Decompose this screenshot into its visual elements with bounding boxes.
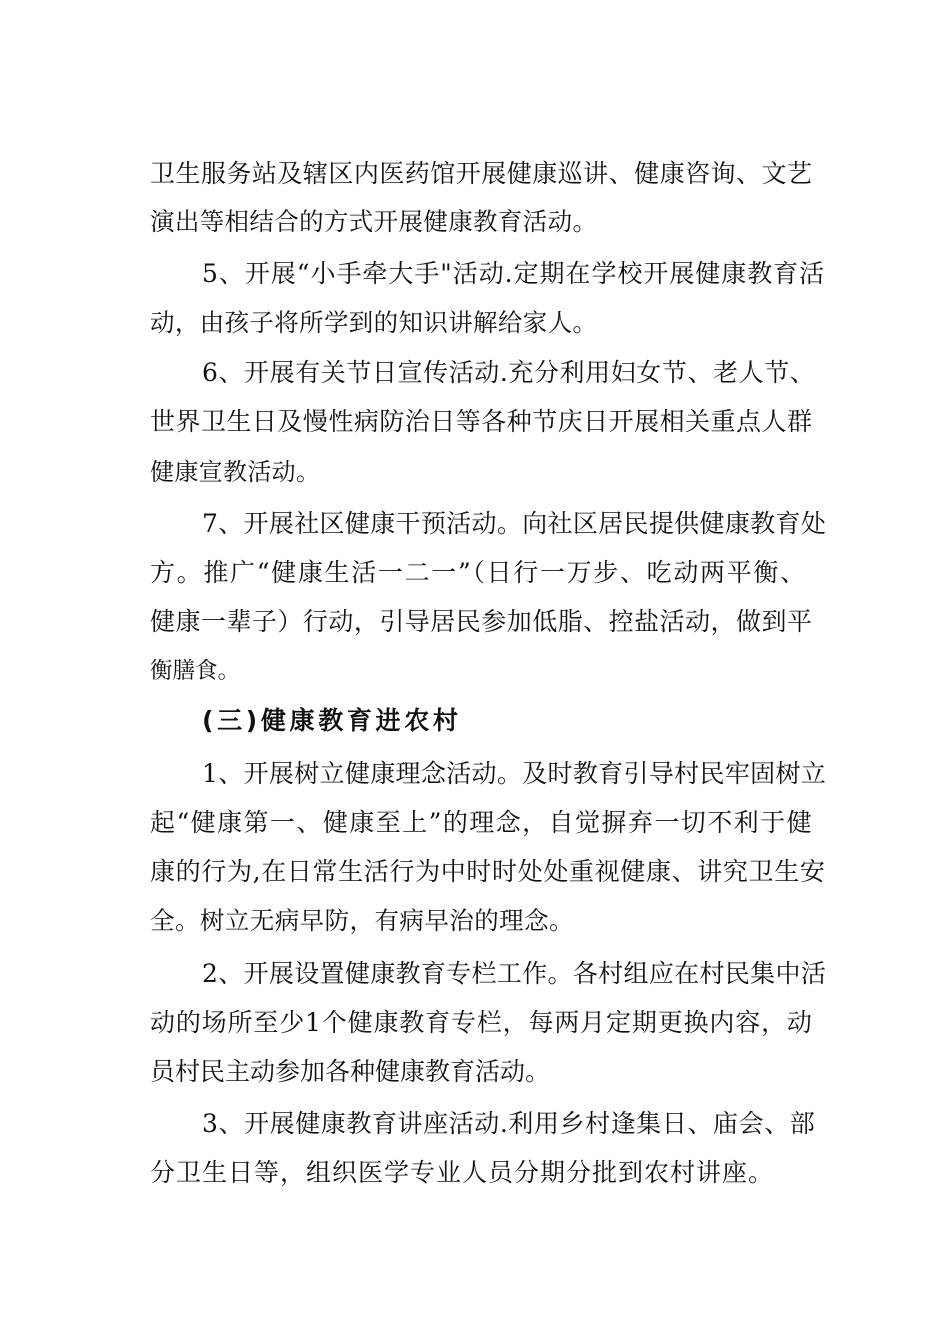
text-line: 衡膳食。	[150, 658, 241, 684]
text-line: 7、开展社区健康干预活动。向社区居民提供健康教育处	[202, 509, 827, 538]
text-line: 全。树立无病早防，有病早治的理念。	[150, 906, 574, 935]
text-line: 3、开展健康教育讲座活动.利用乡村逢集日、庙会、部	[202, 1109, 816, 1138]
text-line: 动的场所至少1个健康教育专栏，每两月定期更换内容，动	[150, 1008, 813, 1037]
text-line: 6、开展有关节日宣传活动.充分利用妇女节、老人节、	[202, 358, 816, 387]
text-line: 2、开展设置健康教育专栏工作。各村组应在村民集中活	[202, 959, 827, 988]
text-line: 世界卫生日及慢性病防治日等各种节庆日开展相关重点人群	[150, 407, 813, 436]
text-line: 5、开展“小手牵大手"活动.定期在学校开展健康教育活	[202, 259, 826, 288]
text-line: 员村民主动参加各种健康教育活动。	[150, 1057, 551, 1086]
text-line: 演出等相结合的方式开展健康教育活动。	[150, 207, 598, 236]
text-line: 起“健康第一、健康至上”的理念，自觉摒弃一切不利于健	[150, 808, 814, 837]
text-line: 卫生服务站及辖区内医药馆开展健康巡讲、健康咨询、文艺	[150, 159, 813, 188]
text-line: 方。推广“健康生活一二一”（日行一万步、吃动两平衡、	[150, 558, 807, 587]
section-heading: (三)健康教育进农村	[202, 706, 462, 735]
text-line: 1、开展树立健康理念活动。及时教育引导村民牢固树立	[202, 759, 827, 788]
text-line: 健康宣教活动。	[150, 458, 321, 486]
text-line: 动，由孩子将所学到的知识讲解给家人。	[150, 308, 598, 337]
text-line: 健康一辈子）行动，引导居民参加低脂、控盐活动，做到平	[150, 607, 813, 636]
text-line: 分卫生日等，组织医学专业人员分期分批到农村讲座。	[150, 1158, 775, 1187]
text-line: 康的行为,在日常生活行为中时时处处重视健康、讲究卫生安	[150, 857, 826, 886]
